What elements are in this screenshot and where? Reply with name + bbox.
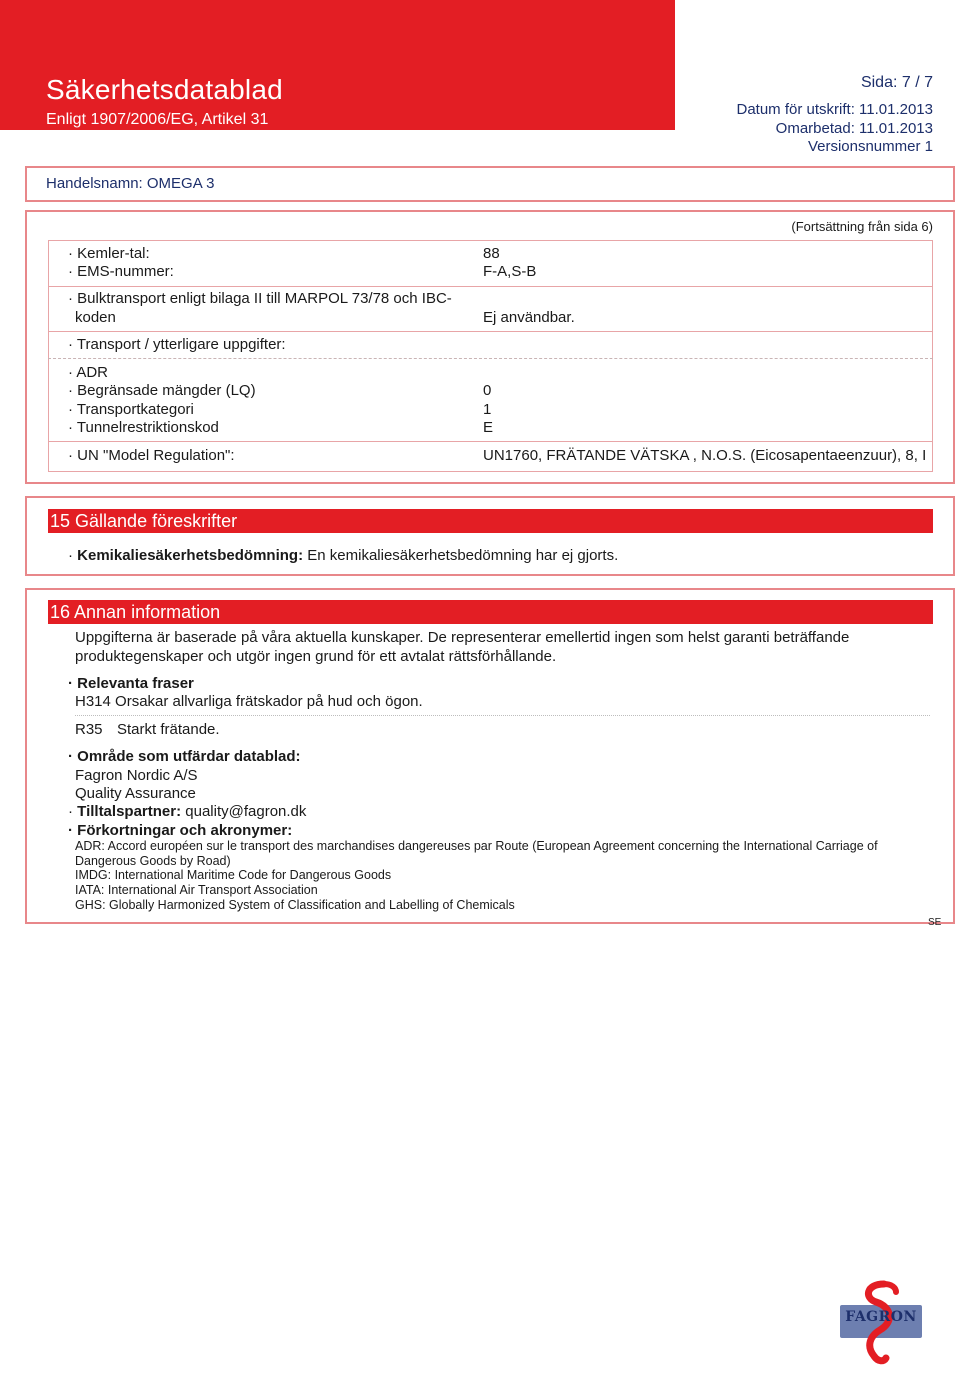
abbreviations-label: · Förkortningar och akronymer: xyxy=(68,822,293,839)
dotted-divider xyxy=(75,715,930,716)
document-subtitle: Enligt 1907/2006/EG, Artikel 31 xyxy=(46,111,269,128)
row-divider xyxy=(48,441,933,442)
abbr-adr-cont: Dangerous Goods by Road) xyxy=(75,854,231,868)
relevant-phrases-label: · Relevanta fraser xyxy=(68,675,194,692)
contact-email[interactable]: quality@fagron.dk xyxy=(181,803,307,820)
ems-label: · EMS-nummer: xyxy=(68,263,174,280)
csa-text: En kemikaliesäkerhetsbedömning har ej gjorts. xyxy=(303,547,619,564)
contact-line xyxy=(68,803,306,820)
kemler-value: 88 xyxy=(483,245,500,262)
un-value: UN1760, FRÄTANDE VÄTSKA , N.O.S. (Eicosapentaeenzuur), 8, I xyxy=(483,447,927,464)
lq-value: 0 xyxy=(483,382,492,399)
issuer-company: Fagron Nordic A/S xyxy=(75,767,198,784)
more-info-label: · Transport / ytterligare uppgifter: xyxy=(68,336,286,353)
tunnel-label: · Tunnelrestriktionskod xyxy=(68,419,219,436)
ems-value: F-A,S-B xyxy=(483,263,537,280)
category-value: 1 xyxy=(483,401,492,418)
abbr-imdg: IMDG: International Maritime Code for Dangerous Goods xyxy=(75,868,392,882)
section15-title: 15 Gällande föreskrifter xyxy=(50,511,238,531)
abbr-iata: IATA: International Air Transport Association xyxy=(75,883,318,897)
bulk-value: Ej användbar. xyxy=(483,309,575,326)
bulk-label-cont: koden xyxy=(75,309,116,326)
chemical-safety-assessment xyxy=(68,547,618,564)
bullet: · xyxy=(68,803,78,820)
adr-label: · ADR xyxy=(68,364,109,381)
category-label: · Transportkategori xyxy=(68,401,194,418)
csa-label: Kemikaliesäkerhetsbedömning: xyxy=(77,547,304,564)
intro-line-2: produktegenskaper och utgör ingen grund för ett avtalat rättsförhållande. xyxy=(75,648,557,665)
page-number: Sida: 7 / 7 xyxy=(860,74,933,91)
language-code: SE xyxy=(928,917,942,928)
contact-label: Tilltalspartner: xyxy=(77,803,182,820)
abbr-ghs: GHS: Globally Harmonized System of Classification and Labelling of Chemicals xyxy=(75,898,515,912)
document-title: Säkerhetsdatablad xyxy=(46,74,283,105)
abbr-adr: ADR: Accord européen sur le transport des marchandises dangereuses par Route (European Agreement concerning the International Carriage of xyxy=(75,839,878,853)
tunnel-value: E xyxy=(483,419,494,436)
version-number: Versionsnummer 1 xyxy=(807,138,933,155)
continuation-note: (Fortsättning från sida 6) xyxy=(791,219,933,234)
section15-frame xyxy=(25,496,955,576)
logo-text: FAGRON xyxy=(845,1309,917,1325)
section16-title: 16 Annan information xyxy=(50,602,221,622)
revision-date: Omarbetad: 11.01.2013 xyxy=(775,120,933,137)
bullet: · xyxy=(68,547,78,564)
phrase-r35-code: R35 xyxy=(75,721,103,738)
row-divider xyxy=(48,331,933,332)
lq-label: · Begränsade mängder (LQ) xyxy=(68,382,256,399)
row-divider xyxy=(48,286,933,287)
phrase-h314: H314 Orsakar allvarliga frätskador på hud och ögon. xyxy=(75,693,423,710)
intro-line-1: Uppgifterna är baserade på våra aktuella kunskaper. De representerar emellertid ingen som helst garanti beträffande xyxy=(75,629,850,646)
bulk-label: · Bulktransport enligt bilaga II till MARPOL 73/78 och IBC- xyxy=(68,290,452,307)
row-divider xyxy=(48,358,933,359)
issuer-department: Quality Assurance xyxy=(75,785,196,802)
kemler-label: · Kemler-tal: xyxy=(68,245,150,262)
fagron-logo xyxy=(836,1278,926,1368)
issuer-label: · Område som utfärdar datablad: xyxy=(68,748,301,765)
print-date: Datum för utskrift: 11.01.2013 xyxy=(736,101,933,118)
phrase-r35-text: Starkt frätande. xyxy=(117,721,220,738)
un-label: · UN "Model Regulation": xyxy=(68,447,235,464)
trade-name: Handelsnamn: OMEGA 3 xyxy=(46,175,215,192)
